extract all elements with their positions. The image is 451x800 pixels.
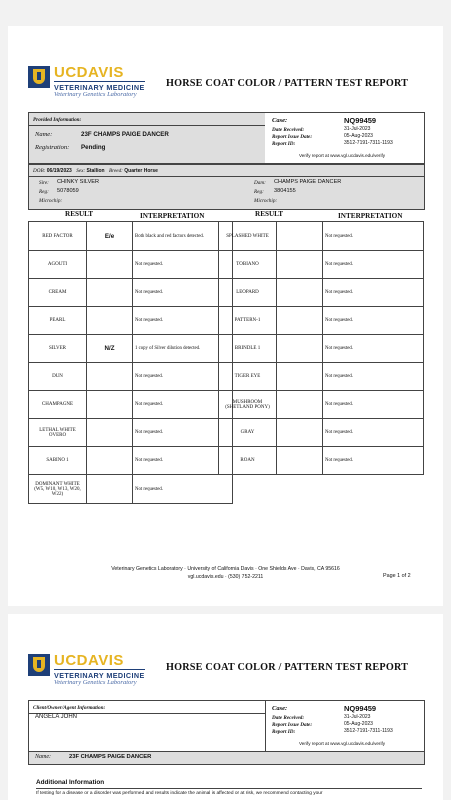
left-interpretation-header: INTERPRETATION [140,212,205,220]
animal-name-p2: 23F CHAMPS PAIGE DANCER [69,754,152,760]
test-interpretation: Not requested. [133,447,233,475]
test-result [277,447,323,475]
test-name: TOBIANO [219,251,277,279]
test-interpretation: Not requested. [323,363,424,391]
test-name: PEARL [29,307,87,335]
dam-reg: 3804155 [274,188,296,194]
table-row [29,363,233,391]
dam-name: CHAMPS PAIGE DANCER [274,179,342,185]
test-name: LETHAL WHITE OVERO [29,419,87,447]
test-result [277,279,323,307]
verify-link[interactable]: Verify report at www.vgl.ucdavis.edu/verify [299,153,386,158]
case-number: NQ99459 [344,116,377,125]
test-result [277,335,323,363]
name-label: Name: [35,131,53,138]
lab-label-p2: Veterinary Genetics Laboratory [54,679,137,686]
table-row [219,251,424,279]
test-interpretation: Not requested. [323,279,424,307]
test-name: TIGER EYE [219,363,277,391]
uc-davis-shield-icon-p2 [28,654,50,676]
report-id: 3512-7191-7311-1193 [344,140,393,146]
table-row [29,307,233,335]
test-result [277,363,323,391]
test-result [87,391,133,419]
test-result [87,475,133,504]
test-interpretation: Not requested. [323,391,424,419]
test-name: BRINDLE 1 [219,335,277,363]
test-name: SILVER [29,335,87,363]
case-number-p2: NQ99459 [344,704,377,713]
table-row [219,419,424,447]
test-interpretation: 1 copy of Silver dilution detected. [133,335,233,363]
case-label: Case: [272,117,288,124]
right-interpretation-header: INTERPRETATION [338,212,403,220]
report-issue-label: Report Issue Date: [272,134,313,140]
client-info-box: Client/Owner/Agent Information: ANGELA JOHN Case: NQ99459 Date Received: 31-Jul-2023 Report Issue Date: 05-Aug-2023 Report ID: 3512-7191-7311-1193 Verify report at www.vgl.ucdavis.edu/verify [28,700,425,752]
verify-link-p2[interactable]: Verify report at www.vgl.ucdavis.edu/verify [299,741,386,746]
test-name: ROAN [219,447,277,475]
registration-label: Registration: [35,144,70,151]
test-name: CREAM [29,279,87,307]
provided-info-box [28,112,425,164]
test-interpretation: Not requested. [323,222,424,251]
test-interpretation: Not requested. [133,475,233,504]
sex-value: Stallion [86,168,105,174]
test-result [87,447,133,475]
uc-davis-wordmark: UCDAVIS [54,64,124,81]
table-row [219,279,424,307]
test-name: RED FACTOR [29,222,87,251]
test-result [277,251,323,279]
table-row [29,475,233,504]
vet-med-label-p2: VETERINARY MEDICINE [54,671,145,680]
table-row [219,307,424,335]
table-row [219,391,424,419]
table-row [29,279,233,307]
test-result [87,419,133,447]
test-interpretation: Not requested. [133,391,233,419]
test-interpretation: Not requested. [323,251,424,279]
test-name: LEOPARD [219,279,277,307]
sire-name: CHINKY SILVER [57,179,100,185]
test-result [87,363,133,391]
test-name: DOMINANT WHITE (W5, W10, W13, W20, W22) [29,475,87,504]
lab-contact: vgl.ucdavis.edu · (530) 752-2211 [187,574,264,580]
report-title: HORSE COAT COLOR / PATTERN TEST REPORT [166,78,409,89]
dam-microchip-label: Microchip: [254,198,278,204]
date-received: 31-Jul-2023 [344,126,371,132]
test-interpretation: Not requested. [323,307,424,335]
test-interpretation: Not requested. [133,251,233,279]
table-row [219,335,424,363]
lab-label: Veterinary Genetics Laboratory [54,91,137,98]
registration-value: Pending [81,144,106,151]
test-name: DUN [29,363,87,391]
table-row [29,391,233,419]
name-bar: Name: 23F CHAMPS PAIGE DANCER [28,751,425,765]
table-row [29,335,233,363]
breed-value: Quarter Horse [124,168,158,174]
viewer-top-bar [0,0,451,10]
lab-address: Veterinary Genetics Laboratory · University of California Davis · One Shields Ave · Davis, CA 95616 [111,566,340,572]
test-name: PATTERN-1 [219,307,277,335]
report-page-2 [8,614,443,800]
test-result: N/Z [87,335,133,363]
dob-value: 06/19/2023 [46,168,72,174]
client-name: ANGELA JOHN [35,714,78,720]
table-row [219,222,424,251]
test-result [87,279,133,307]
table-row [29,222,233,251]
test-result [87,251,133,279]
test-name: GRAY [219,419,277,447]
test-result [277,307,323,335]
report-issue-date: 05-Aug-2023 [344,133,373,139]
date-received-label: Date Received: [272,127,305,133]
test-result [87,307,133,335]
additional-info-title: Additional Information [36,779,105,786]
table-row [29,419,233,447]
test-result [277,222,323,251]
right-result-header: RESULT [255,210,284,218]
animal-details-box: DOB: 06/19/2023 Sex: Stallion Breed: Quarter Horse Sire: CHINKY SILVER Reg: 5078059 Microchip: Dam: CHAMPS PAIGE DANCER Reg: 3804155 Microchip: [28,164,425,210]
report-title-p2: HORSE COAT COLOR / PATTERN TEST REPORT [166,662,409,673]
table-row [219,363,424,391]
client-label: Client/Owner/Agent Information: [33,705,106,711]
test-interpretation: Not requested. [133,363,233,391]
test-name: SPLASHED WHITE [219,222,277,251]
sire-microchip-label: Microchip: [39,198,63,204]
test-result [277,391,323,419]
test-interpretation: Not requested. [323,335,424,363]
table-row [29,447,233,475]
test-result [277,419,323,447]
left-result-header: RESULT [65,210,94,218]
report-id-label: Report ID: [272,141,296,147]
test-name: CHAMPAGNE [29,391,87,419]
test-result: E/e [87,222,133,251]
animal-name: 23F CHAMPS PAIGE DANCER [81,131,169,138]
uc-davis-wordmark-p2: UCDAVIS [54,652,124,669]
test-interpretation: Not requested. [323,447,424,475]
table-row [219,447,424,475]
page-number: Page 1 of 2 [383,573,411,579]
test-interpretation: Not requested. [133,279,233,307]
report-page-1 [8,26,443,606]
test-interpretation: Not requested. [133,419,233,447]
right-results-table [218,221,424,475]
additional-info-text: If testing for a disease or a disorder was performed and results indicate the animal is affected or at risk, we recommend contacting your [36,791,323,796]
uc-davis-shield-icon [28,66,50,88]
sire-reg: 5078059 [57,188,79,194]
provided-info-label: Provided Information: [33,117,82,123]
test-name: SABINO 1 [29,447,87,475]
test-name: AGOUTI [29,251,87,279]
left-results-table [28,221,233,504]
test-name: MUSHROOM (SHETLAND PONY) [219,391,277,419]
test-interpretation: Both black and red factors detected. [133,222,233,251]
vet-med-label: VETERINARY MEDICINE [54,83,145,92]
table-row [29,251,233,279]
test-interpretation: Not requested. [133,307,233,335]
test-interpretation: Not requested. [323,419,424,447]
